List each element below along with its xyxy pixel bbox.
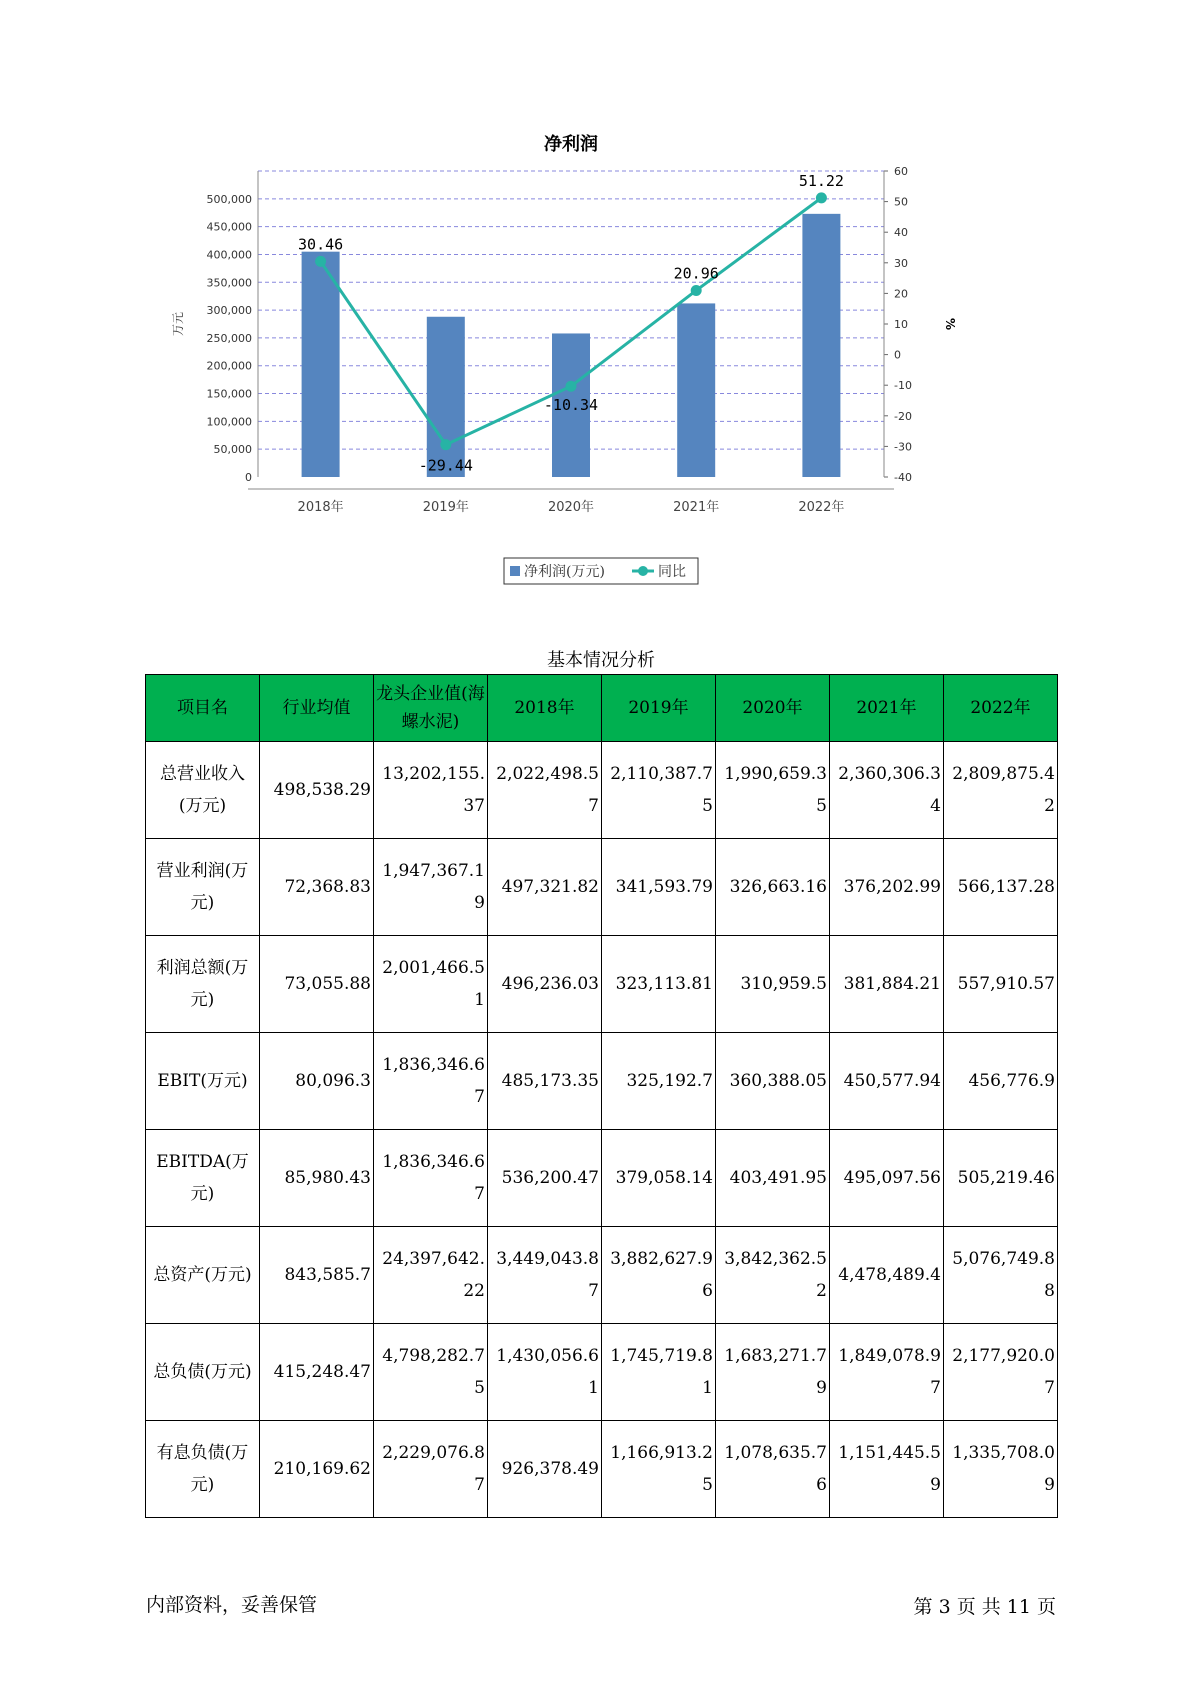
yoy-point — [440, 439, 451, 450]
table-cell: 497,321.82 — [488, 839, 602, 936]
table-cell: 1,947,367.19 — [374, 839, 488, 936]
table-header-cell: 龙头企业值(海螺水泥) — [374, 675, 488, 742]
net-profit-chart — [150, 130, 1020, 610]
table-cell: 2,229,076.87 — [374, 1421, 488, 1518]
y-right-tick-label: -10 — [894, 379, 912, 393]
table-cell: 495,097.56 — [830, 1130, 944, 1227]
table-cell: 2,022,498.57 — [488, 742, 602, 839]
table-cell: 3,842,362.52 — [716, 1227, 830, 1324]
table-cell: 4,798,282.75 — [374, 1324, 488, 1421]
table-row — [146, 1324, 1058, 1421]
yoy-point — [691, 285, 702, 296]
table-cell: 450,577.94 — [830, 1033, 944, 1130]
table-cell: 498,538.29 — [260, 742, 374, 839]
y-right-tick-label: 0 — [894, 348, 901, 362]
bar — [302, 252, 340, 477]
table-row — [146, 742, 1058, 839]
row-label: 利润总额(万元) — [146, 936, 260, 1033]
y-right-tick-label: 10 — [894, 318, 908, 331]
row-label: 总资产(万元) — [146, 1227, 260, 1324]
table-cell: 72,368.83 — [260, 839, 374, 936]
y-tick-label: 200,000 — [206, 359, 252, 373]
table-cell: 210,169.62 — [260, 1421, 374, 1518]
table-cell: 403,491.95 — [716, 1130, 830, 1227]
table-cell: 73,055.88 — [260, 936, 374, 1033]
y-right-tick-label: 30 — [894, 256, 908, 270]
table-cell: 1,745,719.81 — [602, 1324, 716, 1421]
y-right-tick-label: 20 — [894, 287, 908, 301]
x-tick-label: 2019年 — [422, 500, 469, 515]
x-tick-label: 2018年 — [297, 500, 344, 515]
yoy-point — [566, 381, 577, 392]
table-header-cell: 2019年 — [602, 675, 716, 742]
data-label: -29.44 — [418, 456, 473, 475]
row-label: 总负债(万元) — [146, 1324, 260, 1421]
table-cell: 1,990,659.35 — [716, 742, 830, 839]
table-cell: 1,683,271.79 — [716, 1324, 830, 1421]
table-cell: 1,430,056.61 — [488, 1324, 602, 1421]
y-tick-label: 500,000 — [206, 192, 252, 206]
table-header-row — [146, 675, 1058, 742]
table-cell: 1,335,708.09 — [944, 1421, 1058, 1518]
table-cell: 926,378.49 — [488, 1421, 602, 1518]
table-cell: 323,113.81 — [602, 936, 716, 1033]
bar — [802, 214, 840, 477]
chart-title: 净利润 — [544, 134, 598, 155]
table-cell: 379,058.14 — [602, 1130, 716, 1227]
table-cell: 566,137.28 — [944, 839, 1058, 936]
row-label: 总营业收入(万元) — [146, 742, 260, 839]
table-cell: 2,110,387.75 — [602, 742, 716, 839]
y-tick-label: 100,000 — [206, 415, 252, 429]
y-right-tick-label: -20 — [894, 409, 912, 423]
table-row — [146, 1130, 1058, 1227]
table-header-cell: 2020年 — [716, 675, 830, 742]
y-tick-label: 400,000 — [206, 248, 252, 262]
table-cell: 24,397,642.22 — [374, 1227, 488, 1324]
y-right-tick-label: 50 — [894, 195, 908, 209]
legend-bar-label: 净利润(万元) — [524, 564, 605, 580]
table-cell: 341,593.79 — [602, 839, 716, 936]
y-tick-label: 150,000 — [206, 387, 252, 401]
table-cell: 13,202,155.37 — [374, 742, 488, 839]
table-cell: 80,096.3 — [260, 1033, 374, 1130]
table-row — [146, 1227, 1058, 1324]
chart-svg — [150, 130, 1020, 610]
table-cell: 557,910.57 — [944, 936, 1058, 1033]
row-label: EBIT(万元) — [146, 1033, 260, 1130]
table-row — [146, 1421, 1058, 1518]
table-cell: 1,849,078.97 — [830, 1324, 944, 1421]
table-cell: 2,177,920.07 — [944, 1324, 1058, 1421]
table-cell: 5,076,749.88 — [944, 1227, 1058, 1324]
row-label: 营业利润(万元) — [146, 839, 260, 936]
table-cell: 360,388.05 — [716, 1033, 830, 1130]
x-tick-label: 2022年 — [798, 500, 845, 515]
table-cell: 485,173.35 — [488, 1033, 602, 1130]
x-tick-label: 2021年 — [673, 500, 720, 515]
y-right-tick-label: -30 — [894, 440, 912, 454]
y-right-axis-label: % — [943, 317, 957, 331]
table-cell: 326,663.16 — [716, 839, 830, 936]
table-cell: 3,882,627.96 — [602, 1227, 716, 1324]
y-tick-label: 300,000 — [206, 304, 252, 318]
legend-line-label: 同比 — [658, 564, 686, 580]
table-cell: 415,248.47 — [260, 1324, 374, 1421]
y-tick-label: 50,000 — [213, 443, 252, 457]
table-cell: 1,836,346.67 — [374, 1033, 488, 1130]
data-label: 20.96 — [673, 264, 719, 283]
table-cell: 2,360,306.34 — [830, 742, 944, 839]
table-cell: 456,776.9 — [944, 1033, 1058, 1130]
yoy-point — [315, 256, 326, 267]
table-header-cell: 项目名 — [146, 675, 260, 742]
footer-page-number: 第 3 页 共 11 页 — [913, 1596, 1056, 1618]
table-header-cell: 行业均值 — [260, 675, 374, 742]
legend-line-marker — [638, 566, 648, 576]
table-cell: 2,001,466.51 — [374, 936, 488, 1033]
table-cell: 325,192.7 — [602, 1033, 716, 1130]
yoy-point — [816, 192, 827, 203]
table-cell: 1,151,445.59 — [830, 1421, 944, 1518]
bar — [427, 317, 465, 477]
table-row — [146, 1033, 1058, 1130]
table-cell: 381,884.21 — [830, 936, 944, 1033]
data-label: 51.22 — [798, 171, 844, 190]
footer-confidential-note: 内部资料，妥善保管 — [146, 1594, 318, 1616]
table-cell: 376,202.99 — [830, 839, 944, 936]
table-cell: 310,959.5 — [716, 936, 830, 1033]
row-label: 有息负债(万元) — [146, 1421, 260, 1518]
x-tick-label: 2020年 — [547, 500, 595, 515]
y-tick-label: 350,000 — [206, 276, 252, 290]
basic-analysis-table — [145, 674, 1058, 1518]
table-cell: 1,078,635.76 — [716, 1421, 830, 1518]
data-label: 30.46 — [298, 235, 344, 254]
legend-bar-swatch — [510, 566, 520, 576]
bar — [677, 303, 715, 477]
table-cell: 496,236.03 — [488, 936, 602, 1033]
y-right-tick-label: -40 — [894, 471, 912, 484]
table-title: 基本情况分析 — [547, 650, 655, 671]
table-header-cell: 2021年 — [830, 675, 944, 742]
y-tick-label: 0 — [245, 471, 252, 484]
y-tick-label: 450,000 — [206, 220, 252, 234]
table-cell: 843,585.7 — [260, 1227, 374, 1324]
table-row — [146, 936, 1058, 1033]
y-tick-label: 250,000 — [206, 331, 252, 345]
table-cell: 3,449,043.87 — [488, 1227, 602, 1324]
table-cell: 2,809,875.42 — [944, 742, 1058, 839]
table-row — [146, 839, 1058, 936]
table-cell: 536,200.47 — [488, 1130, 602, 1227]
data-label: -10.34 — [543, 396, 599, 415]
table-cell: 1,836,346.67 — [374, 1130, 488, 1227]
table-header-cell: 2022年 — [944, 675, 1058, 742]
table-cell: 4,478,489.4 — [830, 1227, 944, 1324]
y-right-tick-label: 40 — [894, 226, 908, 240]
table-cell: 505,219.46 — [944, 1130, 1058, 1227]
table-cell: 85,980.43 — [260, 1130, 374, 1227]
y-right-tick-label: 60 — [894, 165, 908, 178]
table-cell: 1,166,913.25 — [602, 1421, 716, 1518]
row-label: EBITDA(万元) — [146, 1130, 260, 1227]
y-axis-label: 万元 — [171, 311, 185, 337]
table-header-cell: 2018年 — [488, 675, 602, 742]
